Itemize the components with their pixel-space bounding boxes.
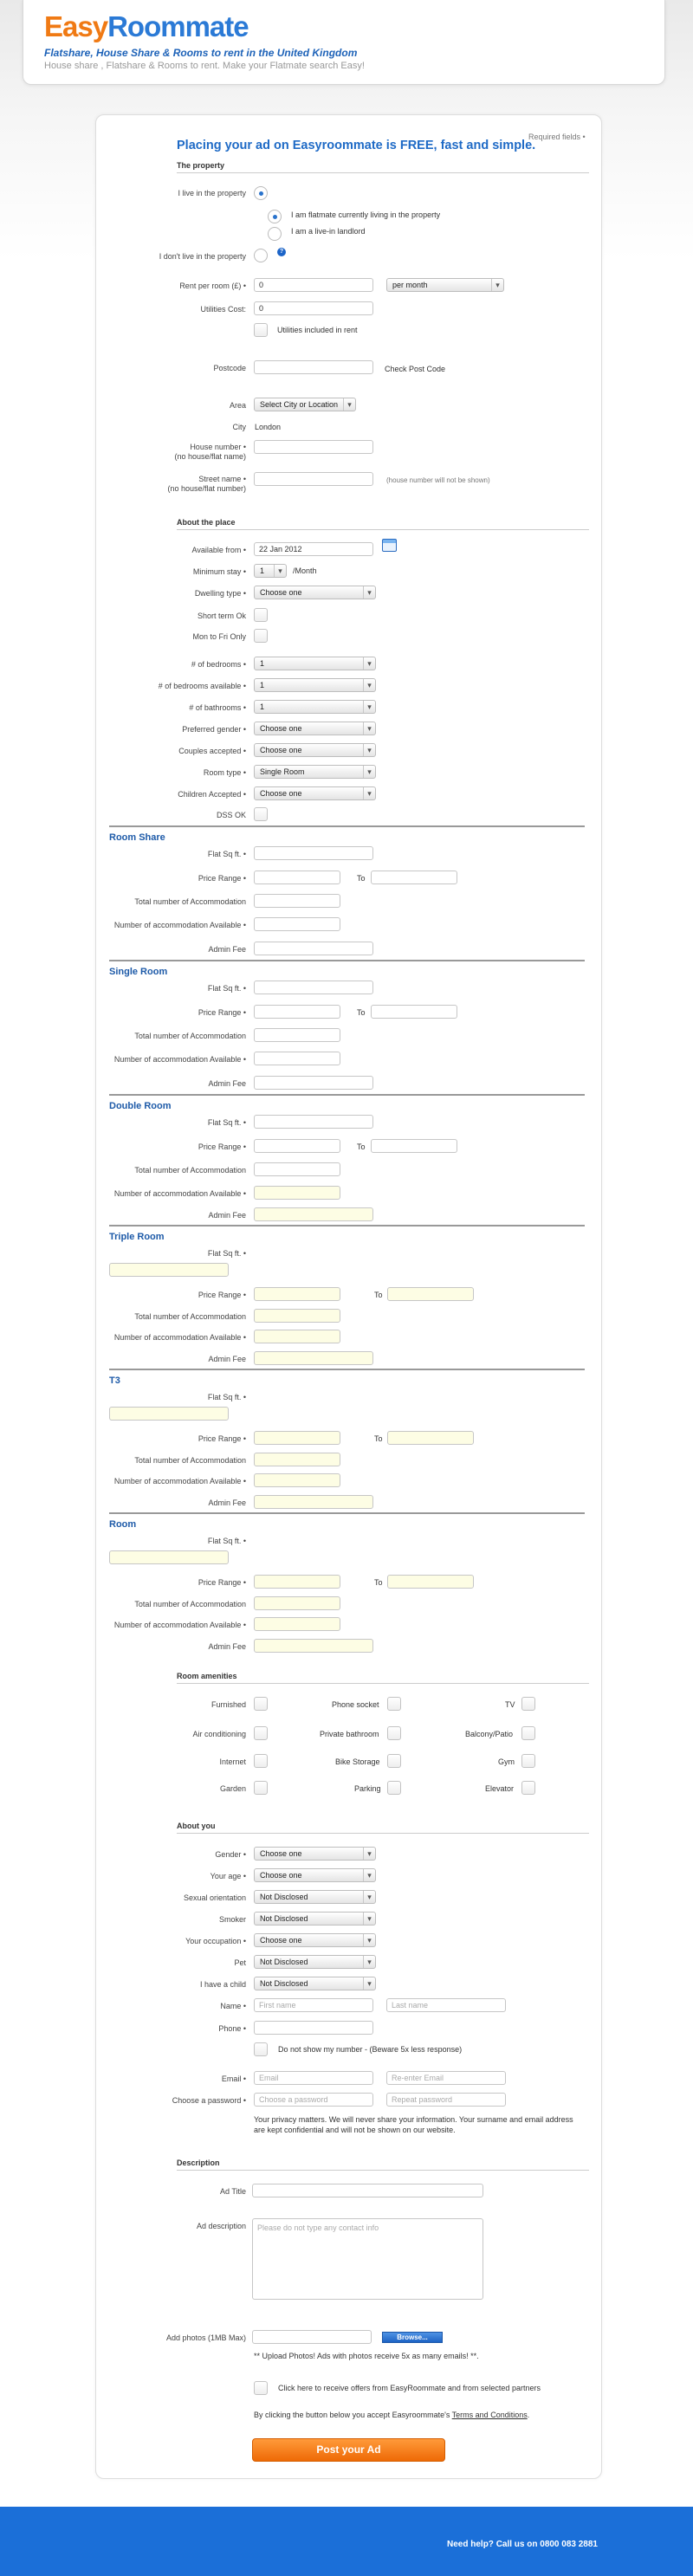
total-accom-input[interactable] bbox=[254, 1309, 340, 1323]
room-type-select[interactable]: Single Room ▾ bbox=[254, 765, 376, 779]
total-accom-input[interactable] bbox=[254, 1028, 340, 1042]
num-accom-input[interactable] bbox=[254, 1473, 340, 1487]
landlord-radio[interactable] bbox=[268, 227, 282, 241]
amenity-phone-label: Phone socket bbox=[332, 1700, 379, 1709]
subtagline: House share , Flatshare & Rooms to rent. Make your Flatmate search Easy! bbox=[44, 61, 365, 71]
price-to-input[interactable] bbox=[387, 1287, 474, 1301]
admin-fee-label: Admin Fee bbox=[208, 1079, 246, 1088]
admin-fee-input[interactable] bbox=[254, 1207, 373, 1221]
price-to-input[interactable] bbox=[387, 1575, 474, 1589]
amenity-garden-checkbox[interactable] bbox=[254, 1781, 268, 1795]
admin-fee-input[interactable] bbox=[254, 1495, 373, 1509]
divider bbox=[109, 960, 585, 961]
flatmate-radio[interactable] bbox=[268, 210, 282, 223]
divider bbox=[109, 1512, 585, 1514]
amenity-phone-checkbox[interactable] bbox=[387, 1697, 401, 1711]
ad-description-label: Ad description bbox=[196, 2222, 246, 2230]
flat-sqft-input[interactable] bbox=[254, 981, 373, 994]
help-phone: Need help? Call us on 0800 083 2881 bbox=[447, 2540, 598, 2549]
couples-select[interactable]: Choose one ▾ bbox=[254, 743, 376, 757]
live-label: I live in the property bbox=[178, 189, 246, 197]
age-label: Your age • bbox=[210, 1872, 246, 1880]
photos-label: Add photos (1MB Max) bbox=[165, 2333, 246, 2342]
house-label: House number • bbox=[190, 443, 246, 451]
num-accom-input[interactable] bbox=[254, 917, 340, 931]
utilities-input[interactable]: 0 bbox=[254, 301, 373, 315]
admin-fee-input[interactable] bbox=[254, 942, 373, 955]
amenity-balcony-label: Balcony/Patio bbox=[465, 1730, 514, 1738]
flat-sqft-label: Flat Sq ft. • bbox=[207, 1249, 246, 1258]
dont-live-label: I don't live in the property bbox=[159, 252, 246, 261]
amenity-aircon-checkbox[interactable] bbox=[254, 1726, 268, 1740]
photo-note: ** Upload Photos! Ads with photos receive 5x as many emails! **. bbox=[254, 2352, 479, 2360]
last-name-input[interactable]: Last name bbox=[386, 1998, 506, 2012]
amenity-internet-checkbox[interactable] bbox=[254, 1754, 268, 1768]
divider bbox=[109, 825, 585, 827]
total-accom-input[interactable] bbox=[254, 1453, 340, 1466]
couples-label: Couples accepted • bbox=[178, 747, 246, 755]
flat-sqft-input[interactable] bbox=[109, 1263, 229, 1277]
to-label: To bbox=[357, 874, 366, 883]
privacy-note-line1: Your privacy matters. We will never share your information. Your surname and email address bbox=[254, 2115, 573, 2124]
utilities-included-label: Utilities included in rent bbox=[277, 326, 358, 334]
section-triple-room: Triple Room bbox=[109, 1232, 165, 1242]
flat-sqft-label: Flat Sq ft. • bbox=[207, 1393, 246, 1401]
live-radio[interactable] bbox=[254, 186, 268, 200]
section-double-room: Double Room bbox=[109, 1101, 172, 1111]
bathrooms-label: # of bathrooms • bbox=[189, 703, 246, 712]
total-accom-label: Total number of Accommodation bbox=[134, 1456, 246, 1465]
site-header bbox=[23, 0, 665, 85]
to-label: To bbox=[357, 1008, 366, 1017]
flat-sqft-label: Flat Sq ft. • bbox=[207, 850, 246, 858]
amenity-furnished-label: Furnished bbox=[210, 1700, 246, 1709]
amenity-parking-label: Parking bbox=[354, 1784, 381, 1793]
city-value: London bbox=[255, 423, 282, 431]
total-accom-input[interactable] bbox=[254, 1596, 340, 1610]
reenter-email-input[interactable]: Re-enter Email bbox=[386, 2071, 506, 2085]
admin-fee-label: Admin Fee bbox=[208, 1498, 246, 1507]
rent-input[interactable]: 0 bbox=[254, 278, 373, 292]
amenity-gym-checkbox[interactable] bbox=[521, 1754, 535, 1768]
rent-label: Rent per room (£) • bbox=[179, 282, 246, 290]
city-label: City bbox=[232, 423, 246, 431]
num-accom-input[interactable] bbox=[254, 1617, 340, 1631]
first-name-input[interactable]: First name bbox=[254, 1998, 373, 2012]
mon-fri-label: Mon to Fri Only bbox=[192, 632, 246, 641]
children-label: Children Accepted • bbox=[178, 790, 246, 799]
num-accom-label: Number of accommodation Available • bbox=[113, 1477, 246, 1485]
available-input[interactable]: 22 Jan 2012 bbox=[254, 542, 373, 556]
terms-link[interactable]: Terms and Conditions bbox=[451, 2411, 528, 2419]
amenity-aircon-label: Air conditioning bbox=[192, 1730, 246, 1738]
total-accom-input[interactable] bbox=[254, 894, 340, 908]
bathrooms-select[interactable]: 1 ▾ bbox=[254, 700, 376, 714]
child-label: I have a child bbox=[199, 1980, 246, 1989]
name-label: Name • bbox=[220, 2002, 246, 2010]
price-label: Price Range • bbox=[198, 1434, 246, 1443]
privacy-note-line2: are kept confidential and will not be shown on our website. bbox=[254, 2126, 456, 2134]
num-accom-label: Number of accommodation Available • bbox=[113, 1333, 246, 1342]
price-from-input[interactable] bbox=[254, 1005, 340, 1019]
gender-select[interactable]: Choose one ▾ bbox=[254, 1847, 376, 1861]
bedrooms-available-label: # of bedrooms available • bbox=[158, 682, 246, 690]
amenity-tv-checkbox[interactable] bbox=[521, 1697, 535, 1711]
price-label: Price Range • bbox=[198, 874, 246, 883]
amenity-privbath-label: Private bathroom bbox=[320, 1730, 379, 1738]
price-label: Price Range • bbox=[198, 1578, 246, 1587]
section-description: Description bbox=[177, 2159, 589, 2171]
minstay-label: Minimum stay • bbox=[192, 567, 246, 576]
logo[interactable]: EasyRoommate bbox=[44, 10, 249, 42]
total-accom-label: Total number of Accommodation bbox=[134, 1312, 246, 1321]
flat-sqft-label: Flat Sq ft. • bbox=[207, 984, 246, 993]
rent-period-select[interactable]: per month ▾ bbox=[386, 278, 504, 292]
street-label: Street name • bbox=[198, 475, 246, 483]
amenity-gym-label: Gym bbox=[498, 1757, 515, 1766]
price-label: Price Range • bbox=[198, 1008, 246, 1017]
check-postcode-link[interactable]: Check Post Code bbox=[385, 365, 446, 373]
amenity-bike-label: Bike Storage bbox=[335, 1757, 380, 1766]
postcode-input[interactable] bbox=[254, 360, 373, 374]
num-accom-label: Number of accommodation Available • bbox=[113, 1055, 246, 1064]
pet-label: Pet bbox=[234, 1958, 246, 1967]
ad-title-label: Ad Title bbox=[219, 2187, 246, 2196]
section-amenities: Room amenities bbox=[177, 1672, 589, 1684]
flat-sqft-input[interactable] bbox=[254, 1115, 373, 1129]
email-input[interactable]: Email bbox=[254, 2071, 373, 2085]
to-label: To bbox=[357, 1142, 366, 1151]
repeat-password-input[interactable]: Repeat password bbox=[386, 2093, 506, 2107]
smoker-select[interactable]: Not Disclosed ▾ bbox=[254, 1912, 376, 1926]
short-term-checkbox[interactable] bbox=[254, 608, 268, 622]
sexual-orientation-select[interactable]: Not Disclosed ▾ bbox=[254, 1890, 376, 1904]
email-label: Email • bbox=[221, 2074, 246, 2083]
required-note: Required fields • bbox=[528, 133, 586, 141]
postcode-label: Postcode bbox=[213, 364, 246, 372]
ad-description-textarea[interactable]: Please do not type any contact info bbox=[252, 2218, 483, 2300]
admin-fee-input[interactable] bbox=[254, 1076, 373, 1090]
children-select[interactable]: Choose one ▾ bbox=[254, 786, 376, 800]
total-accom-input[interactable] bbox=[254, 1162, 340, 1176]
price-to-input[interactable] bbox=[371, 871, 457, 884]
amenity-bike-checkbox[interactable] bbox=[387, 1754, 401, 1768]
calendar-icon[interactable] bbox=[382, 539, 397, 552]
to-label: To bbox=[374, 1291, 383, 1299]
bedrooms-available-select[interactable]: 1 ▾ bbox=[254, 678, 376, 692]
price-from-input[interactable] bbox=[254, 1139, 340, 1153]
divider bbox=[109, 1225, 585, 1227]
house-label-note: (no house/flat name) bbox=[174, 452, 246, 461]
dss-checkbox[interactable] bbox=[254, 807, 268, 821]
to-label: To bbox=[374, 1434, 383, 1443]
amenity-parking-checkbox[interactable] bbox=[387, 1781, 401, 1795]
num-accom-input[interactable] bbox=[254, 1052, 340, 1065]
form-panel bbox=[95, 114, 602, 2479]
section-room-share: Room Share bbox=[109, 832, 165, 843]
utilities-label: Utilities Cost: bbox=[200, 305, 246, 314]
age-select[interactable]: Choose one ▾ bbox=[254, 1868, 376, 1882]
amenity-furnished-checkbox[interactable] bbox=[254, 1697, 268, 1711]
price-to-input[interactable] bbox=[387, 1431, 474, 1445]
landlord-label: I am a live-in landlord bbox=[291, 227, 366, 236]
pref-gender-select[interactable]: Choose one ▾ bbox=[254, 722, 376, 735]
street-label-note: (no house/flat number) bbox=[167, 484, 246, 493]
short-term-label: Short term Ok bbox=[197, 612, 246, 620]
divider bbox=[109, 1094, 585, 1096]
password-label: Choose a password • bbox=[172, 2096, 246, 2105]
flat-sqft-input[interactable] bbox=[109, 1407, 229, 1421]
area-select[interactable]: Select City or Location ▾ bbox=[254, 398, 356, 411]
price-to-input[interactable] bbox=[371, 1005, 457, 1019]
dont-live-radio[interactable] bbox=[254, 249, 268, 262]
total-accom-label: Total number of Accommodation bbox=[134, 1600, 246, 1608]
admin-fee-label: Admin Fee bbox=[208, 945, 246, 954]
occupation-label: Your occupation • bbox=[185, 1937, 246, 1945]
house-number-input[interactable] bbox=[254, 440, 373, 454]
section-place: About the place bbox=[177, 518, 589, 530]
dont-show-checkbox[interactable] bbox=[254, 2042, 268, 2056]
num-accom-input[interactable] bbox=[254, 1330, 340, 1343]
amenity-internet-label: Internet bbox=[219, 1757, 246, 1766]
num-accom-label: Number of accommodation Available • bbox=[113, 1189, 246, 1198]
total-accom-label: Total number of Accommodation bbox=[134, 897, 246, 906]
minstay-select[interactable]: 1 ▾ bbox=[254, 564, 287, 578]
dwelling-select[interactable]: Choose one ▾ bbox=[254, 586, 376, 599]
flat-sqft-label: Flat Sq ft. • bbox=[207, 1118, 246, 1127]
gender-label: Gender • bbox=[215, 1850, 246, 1859]
section-room: Room bbox=[109, 1519, 137, 1530]
utilities-included-checkbox[interactable] bbox=[254, 323, 268, 337]
amenity-elevator-label: Elevator bbox=[485, 1784, 515, 1793]
terms-text: By clicking the button below you accept Easyroommate's Terms and Conditions. bbox=[254, 2411, 530, 2419]
bedrooms-select[interactable]: 1 ▾ bbox=[254, 657, 376, 670]
flat-sqft-input[interactable] bbox=[109, 1550, 229, 1564]
num-accom-label: Number of accommodation Available • bbox=[113, 921, 246, 929]
browse-button[interactable]: Browse... bbox=[382, 2332, 443, 2343]
admin-fee-input[interactable] bbox=[254, 1639, 373, 1653]
amenity-tv-label: TV bbox=[505, 1700, 515, 1709]
flat-sqft-label: Flat Sq ft. • bbox=[207, 1537, 246, 1545]
price-from-input[interactable] bbox=[254, 1431, 340, 1445]
price-from-input[interactable] bbox=[254, 1575, 340, 1589]
help-icon[interactable]: ? bbox=[277, 248, 286, 256]
section-t3: T3 bbox=[109, 1375, 120, 1386]
page-title: Placing your ad on Easyroommate is FREE, fast and simple. bbox=[177, 139, 536, 152]
price-from-input[interactable] bbox=[254, 1287, 340, 1301]
photo-file-input[interactable] bbox=[252, 2330, 372, 2344]
post-ad-button[interactable]: Post your Ad bbox=[252, 2438, 445, 2462]
pref-gender-label: Preferred gender • bbox=[182, 725, 246, 734]
num-accom-input[interactable] bbox=[254, 1186, 340, 1200]
ad-title-input[interactable] bbox=[252, 2184, 483, 2197]
section-about-you: About you bbox=[177, 1822, 589, 1834]
dont-show-label: Do not show my number - (Beware 5x less response) bbox=[278, 2045, 463, 2054]
mon-fri-checkbox[interactable] bbox=[254, 629, 268, 643]
tagline: Flatshare, House Share & Rooms to rent in the United Kingdom bbox=[44, 47, 358, 59]
offers-checkbox[interactable] bbox=[254, 2381, 268, 2395]
admin-fee-label: Admin Fee bbox=[208, 1211, 246, 1220]
street-input[interactable] bbox=[254, 472, 373, 486]
admin-fee-label: Admin Fee bbox=[208, 1355, 246, 1363]
child-select[interactable]: Not Disclosed ▾ bbox=[254, 1977, 376, 1990]
dwelling-label: Dwelling type • bbox=[194, 589, 246, 598]
price-label: Price Range • bbox=[198, 1142, 246, 1151]
price-label: Price Range • bbox=[198, 1291, 246, 1299]
admin-fee-input[interactable] bbox=[254, 1351, 373, 1365]
amenity-elevator-checkbox[interactable] bbox=[521, 1781, 535, 1795]
occupation-select[interactable]: Choose one ▾ bbox=[254, 1933, 376, 1947]
price-from-input[interactable] bbox=[254, 871, 340, 884]
section-single-room: Single Room bbox=[109, 967, 168, 977]
price-to-input[interactable] bbox=[371, 1139, 457, 1153]
area-label: Area bbox=[229, 401, 246, 410]
password-input[interactable]: Choose a password bbox=[254, 2093, 373, 2107]
site-footer bbox=[0, 2507, 693, 2576]
offers-label: Click here to receive offers from EasyRoommate and from selected partners bbox=[278, 2384, 541, 2392]
amenity-garden-label: Garden bbox=[219, 1784, 246, 1793]
street-note: (house number will not be shown) bbox=[386, 476, 490, 484]
num-accom-label: Number of accommodation Available • bbox=[113, 1621, 246, 1629]
amenity-balcony-checkbox[interactable] bbox=[521, 1726, 535, 1740]
total-accom-label: Total number of Accommodation bbox=[134, 1166, 246, 1175]
amenity-privbath-checkbox[interactable] bbox=[387, 1726, 401, 1740]
smoker-label: Smoker bbox=[218, 1915, 246, 1924]
phone-input[interactable] bbox=[254, 2021, 373, 2035]
sexual-orientation-label: Sexual orientation bbox=[183, 1893, 246, 1902]
section-property: The property bbox=[177, 161, 589, 173]
flat-sqft-input[interactable] bbox=[254, 846, 373, 860]
room-type-label: Room type • bbox=[203, 768, 246, 777]
pet-select[interactable]: Not Disclosed ▾ bbox=[254, 1955, 376, 1969]
divider bbox=[109, 1369, 585, 1370]
available-label: Available from • bbox=[191, 546, 246, 554]
dss-label: DSS OK bbox=[216, 811, 246, 819]
to-label: To bbox=[374, 1578, 383, 1587]
bedrooms-label: # of bedrooms • bbox=[191, 660, 246, 669]
minstay-unit: /Month bbox=[293, 566, 317, 575]
total-accom-label: Total number of Accommodation bbox=[134, 1032, 246, 1040]
admin-fee-label: Admin Fee bbox=[208, 1642, 246, 1651]
flatmate-label: I am flatmate currently living in the property bbox=[291, 210, 441, 219]
phone-label: Phone • bbox=[218, 2024, 246, 2033]
